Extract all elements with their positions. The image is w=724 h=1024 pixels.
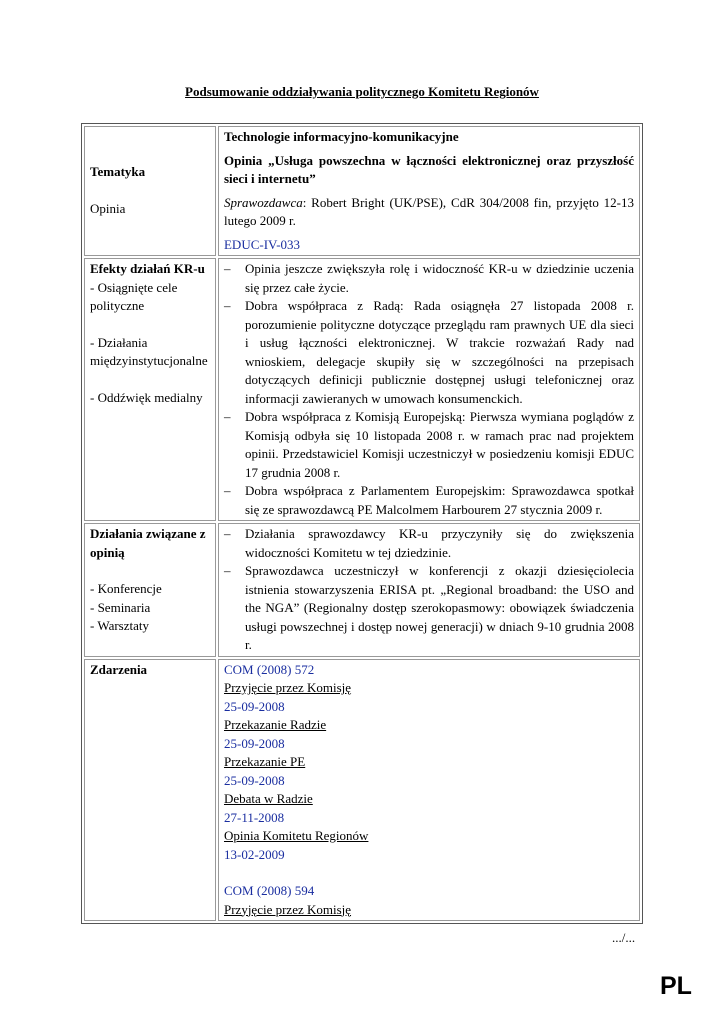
list-item: – Sprawozdawca uczestniczył w konferencji z okazji dziesięciolecia istnienia stowarzyszenia ERISA pt. „Regional broadband: the USO and the NGA” (Regionalny dostęp szerokopasmowy: obowiązek świadczenia usługi powszechnej i dostęp nowej generacji) w dniach 9-10 grudnia 2008 r. [224,562,634,655]
topic-content-cell [218,126,640,256]
activities-sub-conferences: - Konferencje [90,581,162,596]
effects-label-cell [84,258,216,521]
effects-list [224,260,634,519]
reference-link[interactable]: EDUC-IV-033 [223,236,301,252]
table-row-activities [84,523,640,657]
activities-sub-seminars: - Seminaria [90,599,151,615]
event-date: 27-11-2008 [223,809,285,825]
event-label: Opinia Komitetu Regionów [223,828,369,843]
event-label: Przekazanie Radzie [223,717,327,732]
list-item: – Dobra współpraca z Radą: Rada osiągnęła 27 listopada 2008 r. porozumienie polityczne dotyczące przeglądu ram prawnych UE dla sieci i usług łączności elektronicznej. W trakcie rozważań Rady nad wnioskiem, delegacje skupiły się w szczególności na przepisach dotyczących definicji publicznie dostępnej usługi telefonicznej oraz informacji zawieranych w umowach konsumenckich. [224,297,634,408]
document-link[interactable]: COM (2008) 572 [223,661,315,677]
list-item: – Opinia jeszcze zwiększyła rolę i widoczność KR-u w dziedzinie uczenia się przez całe życie. [224,260,634,297]
list-item: – Dobra współpraca z Parlamentem Europejskim: Sprawozdawca spotkał się ze sprawozdawcą PE Malcolmem Harbourem 27 stycznia 2009 r. [224,482,634,519]
event-label: Przyjęcie przez Komisję [223,901,352,917]
event-date: 25-09-2008 [223,735,285,751]
topic-heading: Tematyka [90,164,146,179]
topic-label-cell [84,126,216,256]
table-row-effects [84,258,640,521]
language-code: PL [660,972,692,1000]
topic-subheading: Opinia [90,200,126,216]
event-date: 13-02-2009 [223,846,285,862]
continuation-marker: .../... [612,930,636,945]
rapporteur-info [224,194,634,231]
event-label: Przyjęcie przez Komisję [223,680,352,695]
effects-content-cell [218,258,640,521]
event-label: Debata w Radzie [223,791,313,806]
event-date: 25-09-2008 [223,698,285,714]
page-title: Podsumowanie oddziaływania politycznego Komitetu Regionów [185,84,539,99]
effects-sub-interinstitutional: - Działania międzyinstytucjonalne [90,334,208,368]
activities-heading: Działania związane z opinią [90,526,206,560]
activities-content-cell [218,523,640,657]
list-item: – Działania sprawozdawcy KR-u przyczyniły się do zwiększenia widoczności Komitetu w tej dziedzinie. [224,525,634,562]
rapporteur-details: : Robert Bright (UK/PSE), CdR 304/2008 fin, przyjęto 12-13 lutego 2009 r. [223,194,634,228]
opinion-title: Opinia „Usługa powszechna w łączności elektronicznej oraz przyszłość sieci i internetu” [223,152,634,186]
activities-sub-workshops: - Warsztaty [90,618,149,633]
rapporteur-label: Sprawozdawca [223,194,303,210]
document-link[interactable]: COM (2008) 594 [223,883,315,898]
events-content-cell [218,659,640,922]
effects-sub-goals: - Osiągnięte cele polityczne [90,279,178,313]
table-row-events [84,659,640,922]
topic-name: Technologie informacyjno-komunikacyjne [223,129,459,144]
activities-label-cell [84,523,216,657]
effects-heading: Efekty działań KR-u [90,261,205,276]
table-row-topic [84,126,640,256]
list-item: – Dobra współpraca z Komisją Europejską: Pierwsza wymiana poglądów z Komisją odbyła się 10 listopada 2008 r. w ramach prac nad projektem opinii. Przedstawiciel Komisji uczestniczył w posiedzeniu komisji EDUC 17 grudnia 2008 r. [224,408,634,482]
summary-table [81,123,643,924]
events-label-cell [84,659,216,922]
activities-list [224,525,634,655]
event-date: 25-09-2008 [223,772,285,788]
event-label: Przekazanie PE [223,754,306,769]
effects-sub-media: - Oddźwięk medialny [90,389,203,405]
events-heading: Zdarzenia [90,661,148,677]
